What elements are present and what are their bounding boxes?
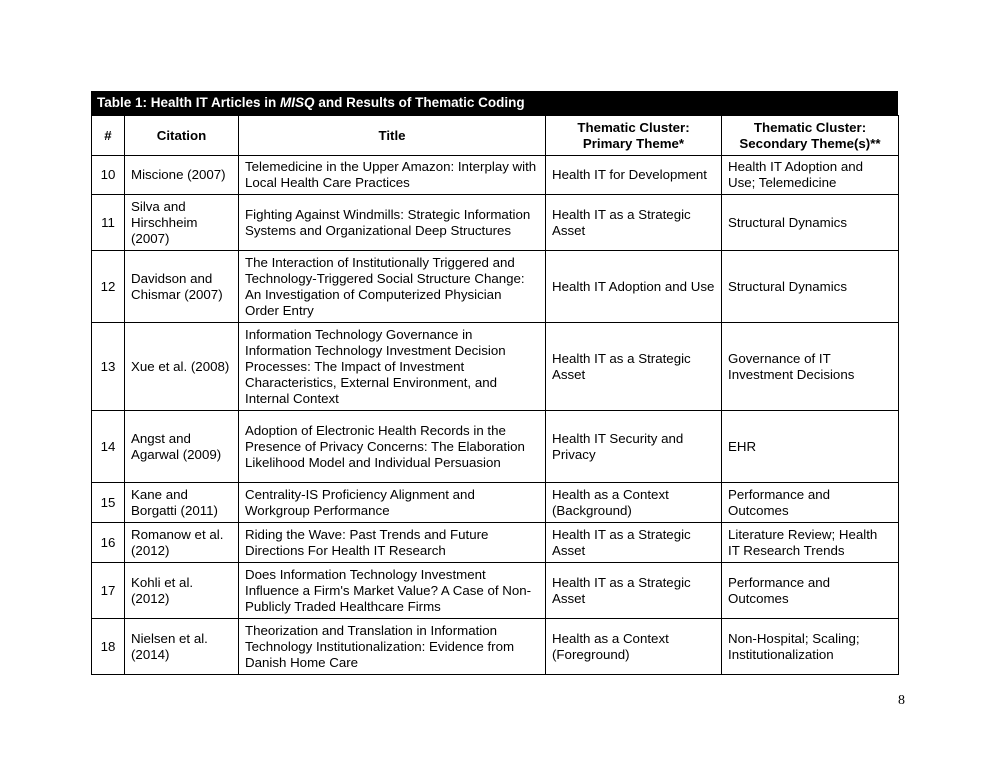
row-secondary-theme: Literature Review; Health IT Research Trends — [722, 523, 899, 563]
row-primary-theme: Health IT as a Strategic Asset — [546, 563, 722, 619]
table-row — [92, 323, 899, 411]
row-num: 11 — [92, 195, 125, 251]
table-row — [92, 563, 899, 619]
table-caption: Table 1: Health IT Articles in MISQ and Results of Thematic Coding — [91, 91, 898, 115]
row-secondary-theme: Performance and Outcomes — [722, 483, 899, 523]
row-num: 16 — [92, 523, 125, 563]
row-primary-theme: Health IT as a Strategic Asset — [546, 523, 722, 563]
row-primary-theme: Health IT for Development — [546, 156, 722, 195]
row-citation: Davidson and Chismar (2007) — [125, 251, 239, 323]
table-row — [92, 523, 899, 563]
row-num: 15 — [92, 483, 125, 523]
row-num: 17 — [92, 563, 125, 619]
row-citation: Nielsen et al. (2014) — [125, 619, 239, 675]
row-secondary-theme: Structural Dynamics — [722, 195, 899, 251]
row-title: Does Information Technology Investment Influence a Firm's Market Value? A Case of Non-Publicly Traded Healthcare Firms — [239, 563, 546, 619]
header-secondary-theme: Thematic Cluster: Secondary Theme(s)** — [722, 116, 899, 156]
row-primary-theme: Health IT as a Strategic Asset — [546, 323, 722, 411]
table-row — [92, 251, 899, 323]
row-primary-theme: Health IT Security and Privacy — [546, 411, 722, 483]
table-row — [92, 619, 899, 675]
row-num: 10 — [92, 156, 125, 195]
row-title: Information Technology Governance in Information Technology Investment Decision Processes: The Impact of Investment Characteristics, External Environment, and Internal Context — [239, 323, 546, 411]
header-title: Title — [239, 116, 546, 156]
row-title: Theorization and Translation in Information Technology Institutionalization: Evidence from Danish Home Care — [239, 619, 546, 675]
row-secondary-theme: Non-Hospital; Scaling; Institutionalization — [722, 619, 899, 675]
header-primary-theme: Thematic Cluster: Primary Theme* — [546, 116, 722, 156]
row-primary-theme: Health as a Context (Foreground) — [546, 619, 722, 675]
row-citation: Angst and Agarwal (2009) — [125, 411, 239, 483]
row-num: 12 — [92, 251, 125, 323]
table-row — [92, 195, 899, 251]
row-primary-theme: Health as a Context (Background) — [546, 483, 722, 523]
row-title: Telemedicine in the Upper Amazon: Interplay with Local Health Care Practices — [239, 156, 546, 195]
header-citation: Citation — [125, 116, 239, 156]
row-citation: Kane and Borgatti (2011) — [125, 483, 239, 523]
row-citation: Romanow et al. (2012) — [125, 523, 239, 563]
header-row — [92, 116, 899, 156]
row-secondary-theme: Health IT Adoption and Use; Telemedicine — [722, 156, 899, 195]
row-title: Riding the Wave: Past Trends and Future Directions For Health IT Research — [239, 523, 546, 563]
row-citation: Silva and Hirschheim (2007) — [125, 195, 239, 251]
row-primary-theme: Health IT as a Strategic Asset — [546, 195, 722, 251]
row-secondary-theme: EHR — [722, 411, 899, 483]
row-secondary-theme: Structural Dynamics — [722, 251, 899, 323]
table-row — [92, 156, 899, 195]
row-title: The Interaction of Institutionally Triggered and Technology-Triggered Social Structure Change: An Investigation of Computerized Physician Order Entry — [239, 251, 546, 323]
thematic-coding-table — [91, 91, 898, 675]
row-citation: Xue et al. (2008) — [125, 323, 239, 411]
row-title: Fighting Against Windmills: Strategic Information Systems and Organizational Deep Structures — [239, 195, 546, 251]
row-num: 14 — [92, 411, 125, 483]
row-num: 18 — [92, 619, 125, 675]
row-secondary-theme: Performance and Outcomes — [722, 563, 899, 619]
table-row — [92, 483, 899, 523]
row-secondary-theme: Governance of IT Investment Decisions — [722, 323, 899, 411]
row-title: Adoption of Electronic Health Records in the Presence of Privacy Concerns: The Elaboration Likelihood Model and Individual Persuasion — [239, 411, 546, 483]
table-row — [92, 411, 899, 483]
articles-table — [91, 115, 899, 675]
page-number: 8 — [898, 693, 905, 708]
row-title: Centrality-IS Proficiency Alignment and Workgroup Performance — [239, 483, 546, 523]
row-primary-theme: Health IT Adoption and Use — [546, 251, 722, 323]
row-citation: Miscione (2007) — [125, 156, 239, 195]
header-num: # — [92, 116, 125, 156]
row-citation: Kohli et al. (2012) — [125, 563, 239, 619]
row-num: 13 — [92, 323, 125, 411]
